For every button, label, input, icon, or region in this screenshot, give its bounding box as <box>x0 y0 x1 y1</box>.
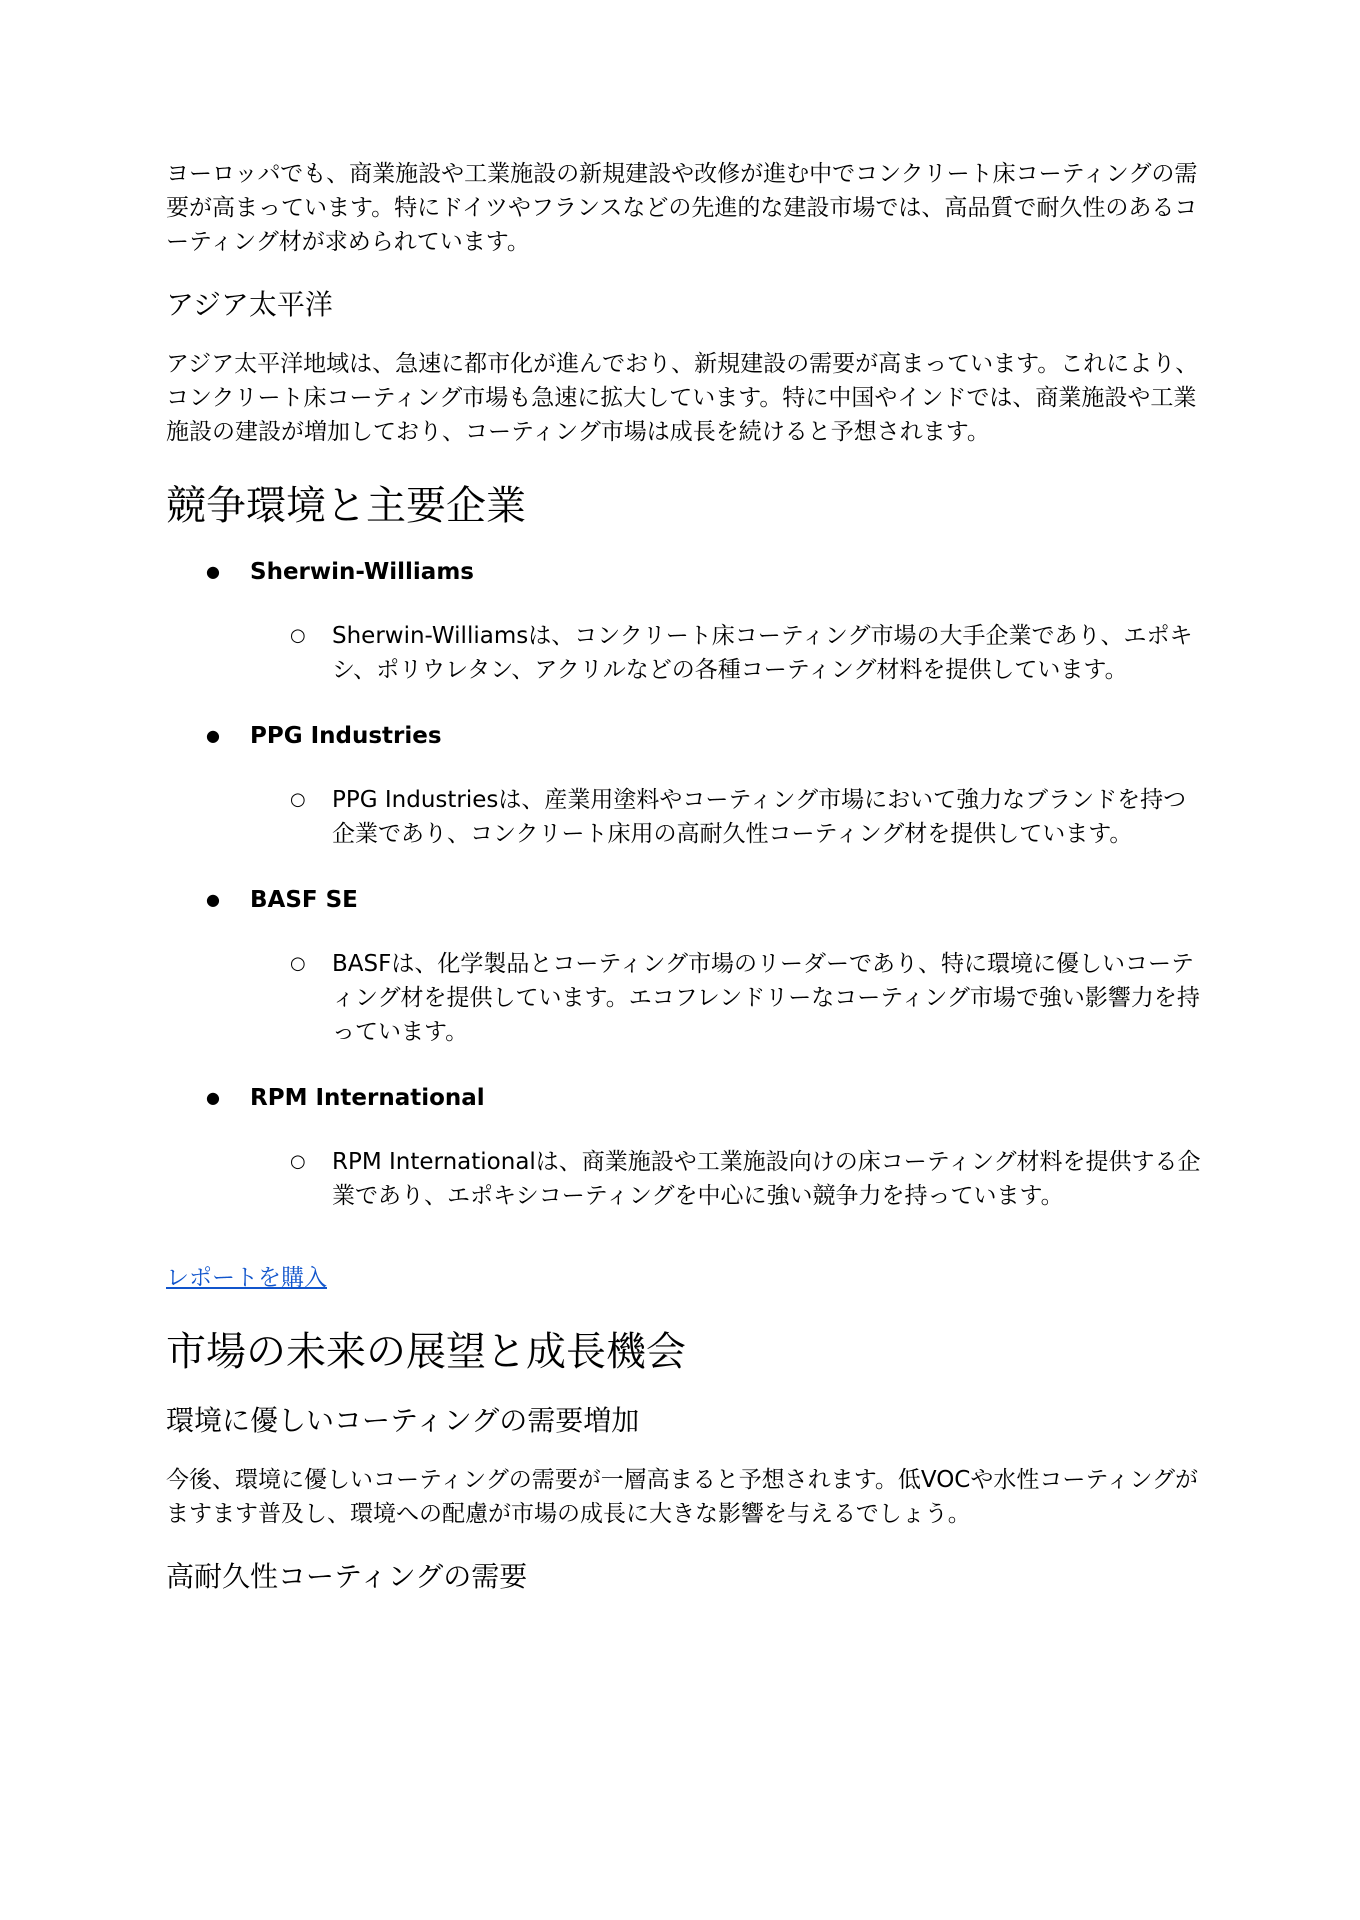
sub-bullet-icon: ○ <box>290 1151 306 1172</box>
company-item <box>166 719 1206 851</box>
company-name: PPG Industries <box>250 723 442 749</box>
europe-paragraph: ヨーロッパでも、商業施設や工業施設の新規建設や改修が進む中でコンクリート床コーティングの需要が高まっています。特にドイツやフランスなどの先進的な建設市場では、高品質で耐久性のあるコーティング材が求められています。 <box>166 161 1198 255</box>
company-description: Sherwin-Williamsは、コンクリート床コーティング市場の大手企業であり、エポキシ、ポリウレタン、アクリルなどの各種コーティング材料を提供しています。 <box>332 623 1193 683</box>
company-name: RPM International <box>250 1085 485 1111</box>
competition-heading: 競争環境と主要企業 <box>166 483 526 529</box>
eco-coating-heading: 環境に優しいコーティングの需要増加 <box>166 1404 640 1437</box>
company-description: BASFは、化学製品とコーティング市場のリーダーであり、特に環境に優しいコーティング材を提供しています。エコフレンドリーなコーティング市場で強い影響力を持っています。 <box>332 951 1200 1045</box>
bullet-icon: ● <box>206 1088 220 1107</box>
company-description: RPM Internationalは、商業施設や工業施設向けの床コーティング材料を提供する企業であり、エポキシコーティングを中心に強い競争力を持っています。 <box>332 1149 1201 1209</box>
durable-coating-heading: 高耐久性コーティングの需要 <box>166 1560 528 1593</box>
company-description: PPG Industriesは、産業用塗料やコーティング市場において強力なブランドを持つ企業であり、コンクリート床用の高耐久性コーティング材を提供しています。 <box>332 787 1187 847</box>
future-outlook-heading: 市場の未来の展望と成長機会 <box>166 1329 686 1375</box>
sub-bullet-icon: ○ <box>290 953 306 974</box>
eco-coating-paragraph: 今後、環境に優しいコーティングの需要が一層高まると予想されます。低VOCや水性コーティングがますます普及し、環境への配慮が市場の成長に大きな影響を与えるでしょう。 <box>166 1467 1199 1527</box>
company-item <box>166 1081 1206 1213</box>
company-name: BASF SE <box>250 887 358 913</box>
bullet-icon: ● <box>206 890 220 909</box>
company-name: Sherwin-Williams <box>250 559 474 585</box>
document-content <box>166 157 1206 1597</box>
asia-pacific-paragraph: アジア太平洋地域は、急速に都市化が進んでおり、新規建設の需要が高まっています。これにより、コンクリート床コーティング市場も急速に拡大しています。特に中国やインドでは、商業施設や工業施設の建設が増加しており、コーティング市場は成長を続けると予想されます。 <box>166 351 1199 445</box>
company-item <box>166 883 1206 1049</box>
company-list <box>166 555 1206 1213</box>
company-item <box>166 555 1206 687</box>
sub-bullet-icon: ○ <box>290 789 306 810</box>
bullet-icon: ● <box>206 562 220 581</box>
sub-bullet-icon: ○ <box>290 625 306 646</box>
buy-report-link[interactable]: レポートを購入 <box>166 1265 327 1291</box>
bullet-icon: ● <box>206 726 220 745</box>
asia-pacific-heading: アジア太平洋 <box>166 288 333 321</box>
